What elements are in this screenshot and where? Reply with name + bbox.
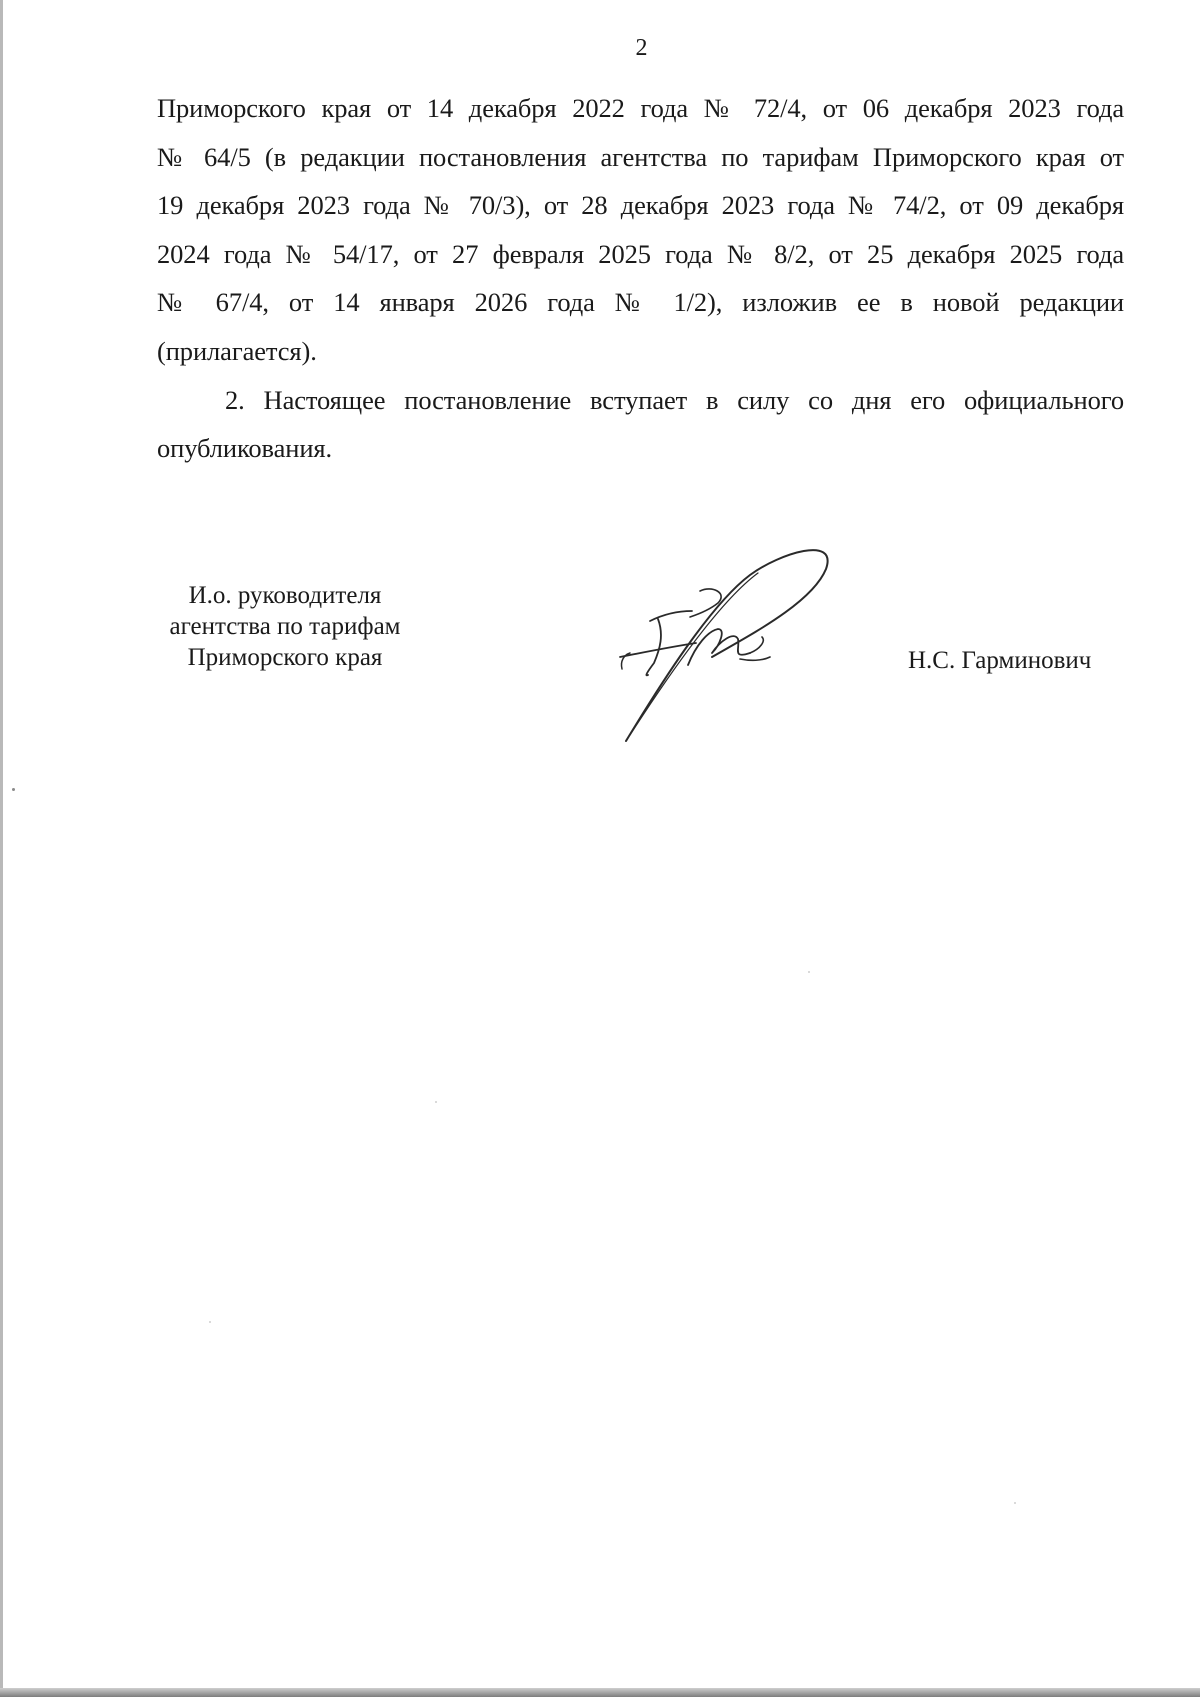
handwritten-signature bbox=[600, 545, 860, 745]
scan-left-edge bbox=[0, 0, 3, 1697]
scan-speck bbox=[209, 1321, 211, 1323]
scan-speck bbox=[808, 971, 810, 973]
paragraph-2-line: 2. Настоящее постановление вступает в силу со дня его официального bbox=[225, 384, 1124, 415]
document-body bbox=[157, 84, 1124, 473]
signer-position-line: И.о. руководителя bbox=[188, 582, 382, 609]
body-line: 19 декабря 2023 года № 70/3), от 28 декабря 2023 года № 74/2, от 09 декабря bbox=[157, 190, 1124, 221]
signer-name: Н.С. Гарминович bbox=[908, 647, 1092, 674]
scan-speck bbox=[12, 788, 15, 791]
scan-speck bbox=[1014, 1502, 1016, 1504]
body-line: Приморского края от 14 декабря 2022 года № 72/4, от 06 декабря 2023 года bbox=[157, 93, 1124, 123]
scan-speck bbox=[435, 1101, 437, 1103]
page-number: 2 bbox=[635, 35, 648, 61]
body-line: 2024 года № 54/17, от 27 февраля 2025 года № 8/2, от 25 декабря 2025 года bbox=[157, 238, 1124, 269]
signer-position-line: агентства по тарифам bbox=[169, 613, 401, 640]
body-line: (прилагается). bbox=[157, 335, 317, 366]
body-line: № 64/5 (в редакции постановления агентства по тарифам Приморского края от bbox=[157, 141, 1124, 172]
scan-bottom-edge bbox=[0, 1688, 1200, 1697]
signer-position-line: Приморского края bbox=[187, 644, 383, 671]
paragraph-2-line: опубликования. bbox=[157, 433, 333, 464]
signer-position bbox=[144, 580, 426, 673]
body-line: № 67/4, от 14 января 2026 года № 1/2), изложив ее в новой редакции bbox=[157, 287, 1124, 318]
